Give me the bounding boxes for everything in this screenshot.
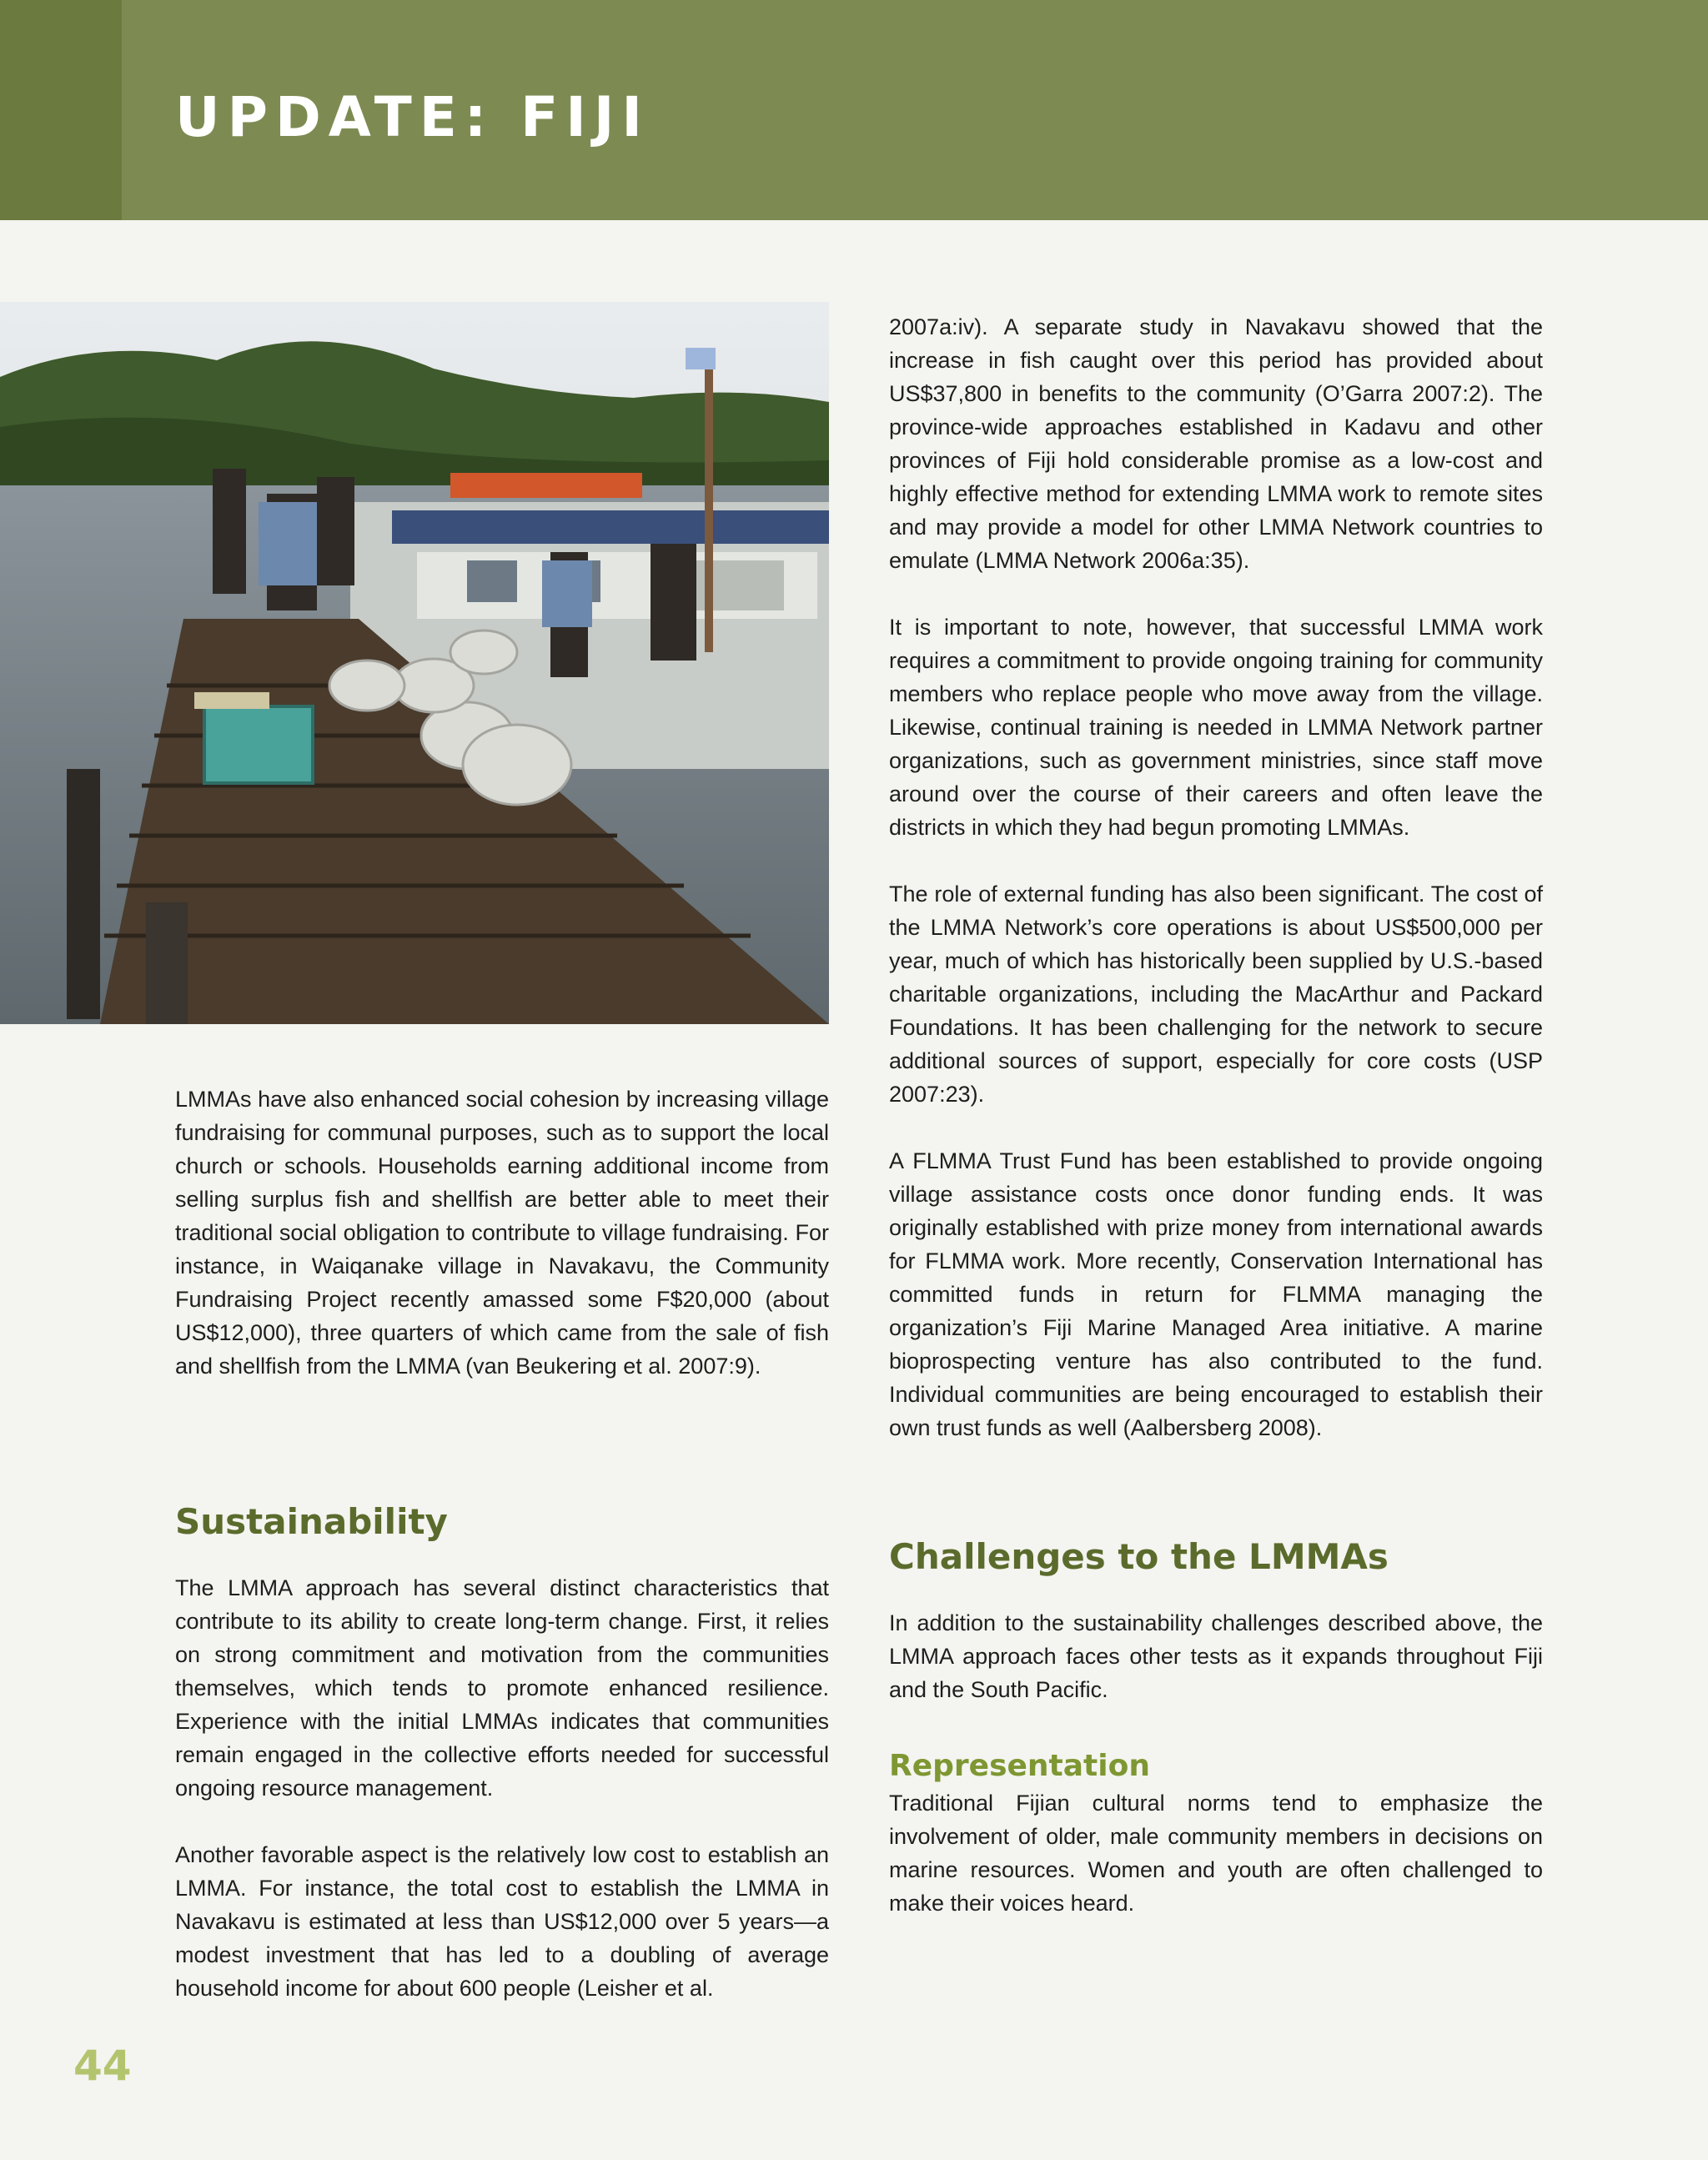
paragraph-low-cost: Another favorable aspect is the relatively low cost to establish an LMMA. For instance, the total cost to establish the LMMA in Navakavu is estimated at less than US$12,000 over 5 years—a modest investment that has led to a doubling of average household income for about 600 people (Leisher et al. bbox=[175, 1842, 829, 2002]
paragraph-training: It is important to note, however, that successful LMMA work requires a commitment to provide ongoing training for community members who replace people who move away from the village. Likewise, continual training is needed in LMMA Network partner organizations, such as government ministries, since staff move around over the course of their careers and often leave the districts in which they had begun promoting LMMAs. bbox=[889, 615, 1543, 840]
challenges-heading: Challenges to the LMMAs bbox=[889, 1536, 1389, 1577]
paragraph-trust-fund: A FLMMA Trust Fund has been established to provide ongoing village assistance costs once donor funding ends. It was originally established with prize money from international awards for FLMMA work. More recently, Conservation International has committed funds in return for FLMMA managing the organization’s Fiji Marine Managed Area initiative. A marine bioprospecting venture has also contributed to the fund. Individual communities are being encouraged to establish their own trust funds as well (Aalbersberg 2008). bbox=[889, 1148, 1543, 1440]
sustainability-section bbox=[175, 1503, 829, 2005]
paragraph-social-cohesion: LMMAs have also enhanced social cohesion by increasing village fundraising for communal purposes, such as to support the local church or schools. Households earning additional income from selling surplus fish and shellfish are better able to meet their traditional social obligation to contribute to village fundraising. For instance, in Waiqanake village in Navakavu, the Community Fundraising Project recently amassed some F$20,000 (about US$12,000), three quarters of which came from the sale of fish and shellfish from the LMMA (van Beukering et al. 2007:9). bbox=[175, 1087, 829, 1379]
representation-heading: Representation bbox=[889, 1749, 1150, 1784]
challenges-section bbox=[889, 1538, 1543, 1920]
right-column bbox=[889, 310, 1543, 1444]
paragraph-challenges: In addition to the sustainability challenges described above, the LMMA approach faces other tests as it expands throughout Fiji and the South Pacific. bbox=[889, 1610, 1543, 1703]
sustainability-heading: Sustainability bbox=[175, 1501, 448, 1542]
page-title: UPDATE: FIJI bbox=[175, 85, 650, 149]
left-column bbox=[175, 1083, 829, 1383]
header-accent-block bbox=[0, 0, 122, 220]
paragraph-representation: Traditional Fijian cultural norms tend to emphasize the involvement of older, male community members in decisions on marine resources. Women and youth are often challenged to make their voices heard. bbox=[889, 1790, 1543, 1916]
header-banner bbox=[0, 0, 1708, 220]
dock-photo bbox=[0, 302, 829, 1024]
paragraph-continuation: 2007a:iv). A separate study in Navakavu showed that the increase in fish caught over this period has provided about US$37,800 in benefits to the community (O’Garra 2007:2). The province-wide approaches established in Kadavu and other provinces of Fiji hold considerable promise as a low-cost and highly effective method for extending LMMA work to remote sites and may provide a model for other LMMA Network countries to emulate (LMMA Network 2006a:35). bbox=[889, 314, 1543, 573]
paragraph-funding: The role of external funding has also been significant. The cost of the LMMA Network’s core operations is about US$500,000 per year, much of which has historically been supplied by U.S.-based charitable organizations, including the MacArthur and Packard Foundations. It has been challenging for the network to secure additional sources of support, especially for core costs (USP 2007:23). bbox=[889, 882, 1543, 1107]
page-number: 44 bbox=[73, 2042, 132, 2090]
paragraph-sustainability: The LMMA approach has several distinct characteristics that contribute to its ability to create long-term change. First, it relies on strong commitment and motivation from the communities themselves, which tends to promote enhanced resilience. Experience with the initial LMMAs indicates that communities remain engaged in the collective efforts needed for successful ongoing resource management. bbox=[175, 1575, 829, 1801]
